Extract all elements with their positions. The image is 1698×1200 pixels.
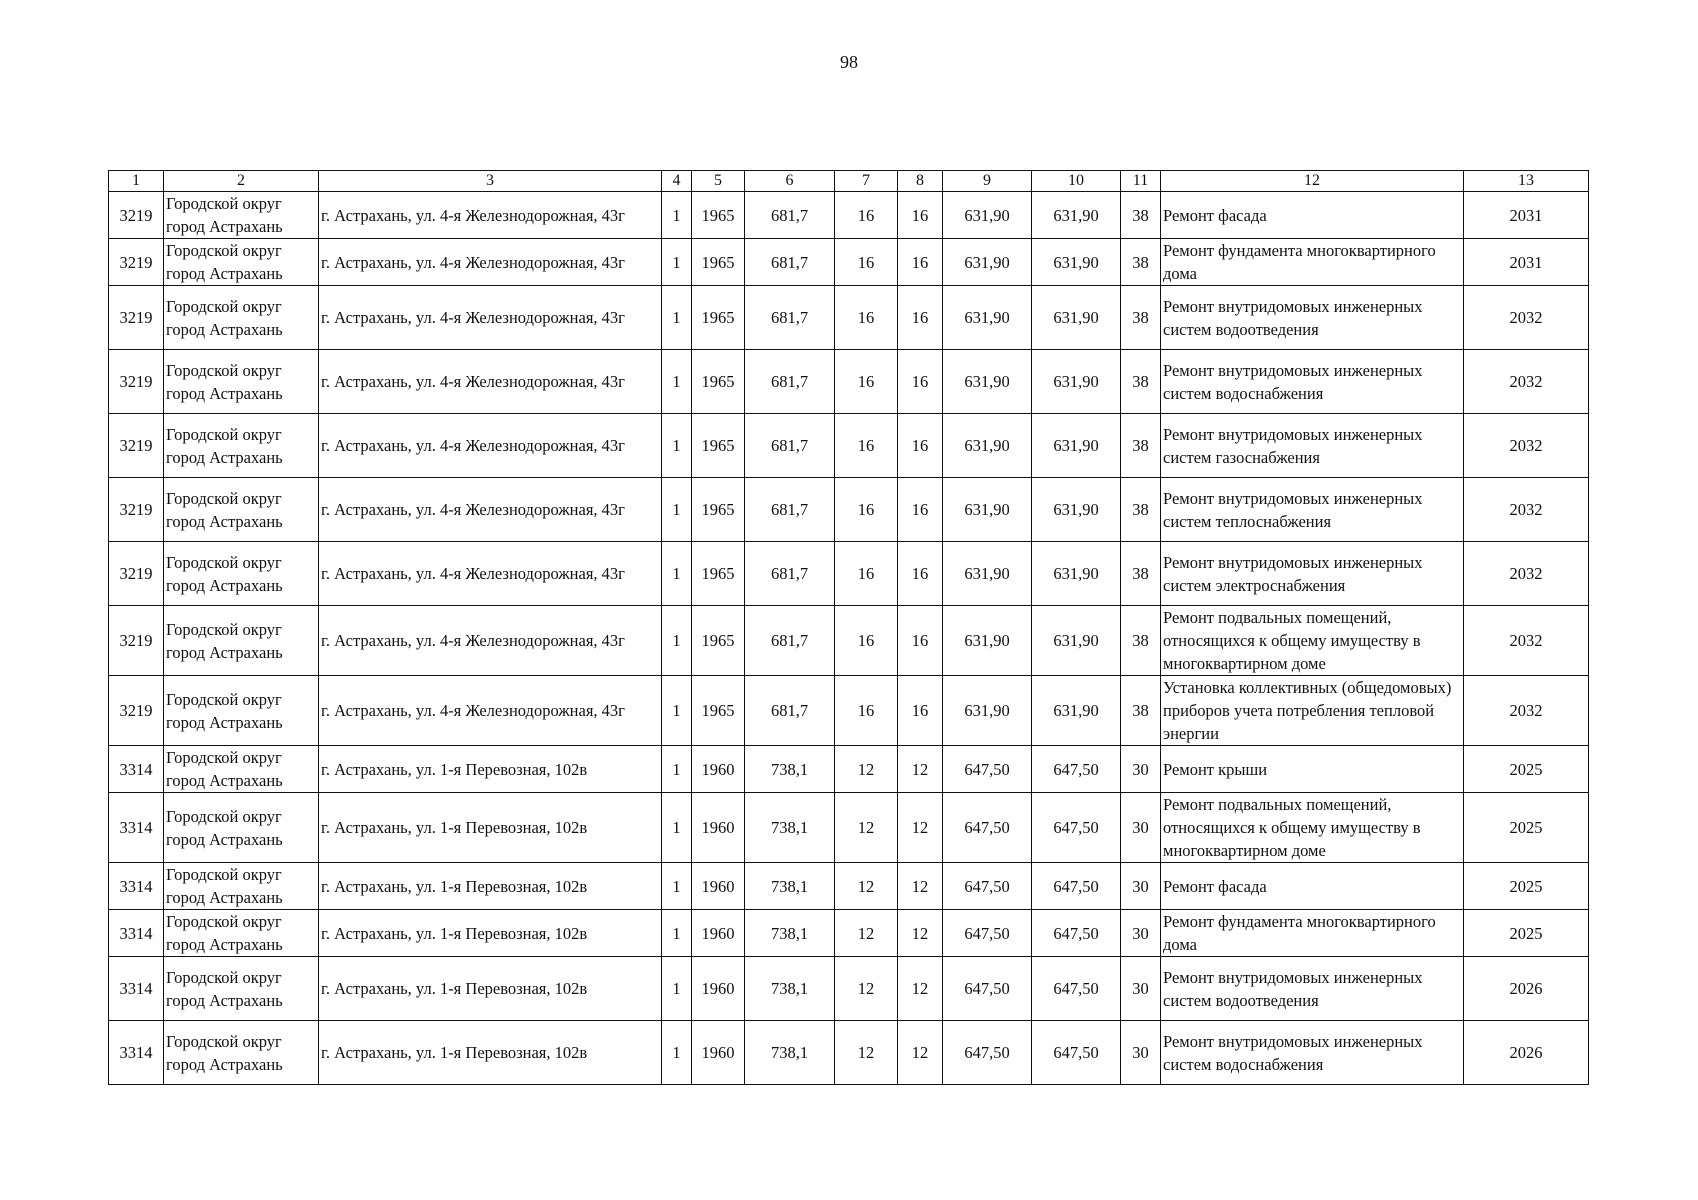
municipality-cell: Городской округ город Астрахань bbox=[164, 746, 319, 793]
column-header: 3 bbox=[319, 171, 662, 192]
area-cell: 738,1 bbox=[745, 1021, 835, 1085]
municipality-cell: Городской округ город Астрахань bbox=[164, 542, 319, 606]
address-cell: г. Астрахань, ул. 4-я Железнодорожная, 43г bbox=[319, 542, 662, 606]
col8-cell: 16 bbox=[898, 350, 943, 414]
record-number-cell: 3314 bbox=[109, 1021, 164, 1085]
col9-cell: 631,90 bbox=[943, 239, 1032, 286]
address-cell: г. Астрахань, ул. 1-я Перевозная, 102в bbox=[319, 910, 662, 957]
col9-cell: 631,90 bbox=[943, 606, 1032, 676]
work-type-cell: Ремонт внутридомовых инженерных систем теплоснабжения bbox=[1161, 478, 1464, 542]
work-type-cell: Установка коллективных (общедомовых) приборов учета потребления тепловой энергии bbox=[1161, 676, 1464, 746]
address-cell: г. Астрахань, ул. 4-я Железнодорожная, 43г bbox=[319, 606, 662, 676]
planned-year-cell: 2032 bbox=[1464, 606, 1589, 676]
municipality-cell: Городской округ город Астрахань bbox=[164, 192, 319, 239]
col8-cell: 12 bbox=[898, 746, 943, 793]
record-number-cell: 3219 bbox=[109, 676, 164, 746]
col11-cell: 38 bbox=[1121, 286, 1161, 350]
column-header: 2 bbox=[164, 171, 319, 192]
address-cell: г. Астрахань, ул. 1-я Перевозная, 102в bbox=[319, 863, 662, 910]
col11-cell: 38 bbox=[1121, 239, 1161, 286]
col9-cell: 647,50 bbox=[943, 863, 1032, 910]
work-type-cell: Ремонт фасада bbox=[1161, 192, 1464, 239]
area-cell: 681,7 bbox=[745, 286, 835, 350]
work-type-cell: Ремонт внутридомовых инженерных систем водоотведения bbox=[1161, 286, 1464, 350]
record-number-cell: 3314 bbox=[109, 793, 164, 863]
col9-cell: 647,50 bbox=[943, 910, 1032, 957]
col8-cell: 16 bbox=[898, 192, 943, 239]
table-row bbox=[109, 676, 1589, 746]
col10-cell: 631,90 bbox=[1032, 350, 1121, 414]
col4-cell: 1 bbox=[662, 542, 692, 606]
address-cell: г. Астрахань, ул. 4-я Железнодорожная, 43г bbox=[319, 478, 662, 542]
col7-cell: 16 bbox=[835, 676, 898, 746]
address-cell: г. Астрахань, ул. 4-я Железнодорожная, 43г bbox=[319, 676, 662, 746]
planned-year-cell: 2025 bbox=[1464, 793, 1589, 863]
municipality-cell: Городской округ город Астрахань bbox=[164, 414, 319, 478]
address-cell: г. Астрахань, ул. 1-я Перевозная, 102в bbox=[319, 793, 662, 863]
col9-cell: 631,90 bbox=[943, 286, 1032, 350]
table-row bbox=[109, 478, 1589, 542]
table-row bbox=[109, 746, 1589, 793]
record-number-cell: 3219 bbox=[109, 542, 164, 606]
table-body bbox=[109, 192, 1589, 1085]
address-cell: г. Астрахань, ул. 4-я Железнодорожная, 43г bbox=[319, 239, 662, 286]
municipality-cell: Городской округ город Астрахань bbox=[164, 286, 319, 350]
col7-cell: 16 bbox=[835, 478, 898, 542]
column-header: 7 bbox=[835, 171, 898, 192]
area-cell: 681,7 bbox=[745, 239, 835, 286]
col10-cell: 647,50 bbox=[1032, 910, 1121, 957]
address-cell: г. Астрахань, ул. 1-я Перевозная, 102в bbox=[319, 1021, 662, 1085]
col7-cell: 12 bbox=[835, 957, 898, 1021]
col7-cell: 16 bbox=[835, 350, 898, 414]
col8-cell: 16 bbox=[898, 606, 943, 676]
area-cell: 738,1 bbox=[745, 863, 835, 910]
table-row bbox=[109, 192, 1589, 239]
record-number-cell: 3314 bbox=[109, 957, 164, 1021]
col8-cell: 12 bbox=[898, 1021, 943, 1085]
table-row bbox=[109, 957, 1589, 1021]
area-cell: 738,1 bbox=[745, 910, 835, 957]
build-year-cell: 1960 bbox=[692, 910, 745, 957]
build-year-cell: 1960 bbox=[692, 746, 745, 793]
column-header: 9 bbox=[943, 171, 1032, 192]
address-cell: г. Астрахань, ул. 4-я Железнодорожная, 43г bbox=[319, 192, 662, 239]
planned-year-cell: 2032 bbox=[1464, 350, 1589, 414]
column-header: 4 bbox=[662, 171, 692, 192]
record-number-cell: 3219 bbox=[109, 239, 164, 286]
col9-cell: 647,50 bbox=[943, 957, 1032, 1021]
col8-cell: 16 bbox=[898, 542, 943, 606]
col7-cell: 16 bbox=[835, 239, 898, 286]
col11-cell: 38 bbox=[1121, 478, 1161, 542]
record-number-cell: 3314 bbox=[109, 863, 164, 910]
col4-cell: 1 bbox=[662, 286, 692, 350]
col10-cell: 631,90 bbox=[1032, 676, 1121, 746]
municipality-cell: Городской округ город Астрахань bbox=[164, 239, 319, 286]
column-header: 12 bbox=[1161, 171, 1464, 192]
area-cell: 681,7 bbox=[745, 414, 835, 478]
col11-cell: 38 bbox=[1121, 606, 1161, 676]
col11-cell: 30 bbox=[1121, 746, 1161, 793]
table-row bbox=[109, 863, 1589, 910]
municipality-cell: Городской округ город Астрахань bbox=[164, 957, 319, 1021]
table-row bbox=[109, 542, 1589, 606]
record-number-cell: 3314 bbox=[109, 746, 164, 793]
col9-cell: 631,90 bbox=[943, 542, 1032, 606]
col10-cell: 647,50 bbox=[1032, 957, 1121, 1021]
column-header: 1 bbox=[109, 171, 164, 192]
area-cell: 738,1 bbox=[745, 957, 835, 1021]
record-number-cell: 3314 bbox=[109, 910, 164, 957]
area-cell: 681,7 bbox=[745, 192, 835, 239]
col9-cell: 647,50 bbox=[943, 793, 1032, 863]
col7-cell: 12 bbox=[835, 910, 898, 957]
col9-cell: 647,50 bbox=[943, 1021, 1032, 1085]
col10-cell: 631,90 bbox=[1032, 239, 1121, 286]
build-year-cell: 1965 bbox=[692, 192, 745, 239]
municipality-cell: Городской округ город Астрахань bbox=[164, 606, 319, 676]
address-cell: г. Астрахань, ул. 4-я Железнодорожная, 43г bbox=[319, 286, 662, 350]
municipality-cell: Городской округ город Астрахань bbox=[164, 478, 319, 542]
work-type-cell: Ремонт внутридомовых инженерных систем водоотведения bbox=[1161, 957, 1464, 1021]
table-row bbox=[109, 606, 1589, 676]
column-header: 5 bbox=[692, 171, 745, 192]
table-row bbox=[109, 793, 1589, 863]
col4-cell: 1 bbox=[662, 239, 692, 286]
address-cell: г. Астрахань, ул. 1-я Перевозная, 102в bbox=[319, 957, 662, 1021]
col9-cell: 631,90 bbox=[943, 478, 1032, 542]
col10-cell: 647,50 bbox=[1032, 746, 1121, 793]
col8-cell: 12 bbox=[898, 863, 943, 910]
col7-cell: 12 bbox=[835, 863, 898, 910]
municipality-cell: Городской округ город Астрахань bbox=[164, 863, 319, 910]
work-type-cell: Ремонт фундамента многоквартирного дома bbox=[1161, 910, 1464, 957]
col11-cell: 38 bbox=[1121, 676, 1161, 746]
municipality-cell: Городской округ город Астрахань bbox=[164, 676, 319, 746]
build-year-cell: 1965 bbox=[692, 606, 745, 676]
col8-cell: 16 bbox=[898, 286, 943, 350]
table-row bbox=[109, 1021, 1589, 1085]
build-year-cell: 1960 bbox=[692, 1021, 745, 1085]
address-cell: г. Астрахань, ул. 4-я Железнодорожная, 43г bbox=[319, 350, 662, 414]
planned-year-cell: 2032 bbox=[1464, 542, 1589, 606]
col10-cell: 631,90 bbox=[1032, 192, 1121, 239]
build-year-cell: 1965 bbox=[692, 239, 745, 286]
col4-cell: 1 bbox=[662, 676, 692, 746]
col10-cell: 647,50 bbox=[1032, 1021, 1121, 1085]
col9-cell: 631,90 bbox=[943, 350, 1032, 414]
area-cell: 681,7 bbox=[745, 606, 835, 676]
build-year-cell: 1960 bbox=[692, 957, 745, 1021]
col8-cell: 12 bbox=[898, 793, 943, 863]
work-type-cell: Ремонт подвальных помещений, относящихся к общему имуществу в многоквартирном доме bbox=[1161, 606, 1464, 676]
col10-cell: 631,90 bbox=[1032, 414, 1121, 478]
planned-year-cell: 2032 bbox=[1464, 414, 1589, 478]
col4-cell: 1 bbox=[662, 957, 692, 1021]
table-row bbox=[109, 414, 1589, 478]
record-number-cell: 3219 bbox=[109, 286, 164, 350]
build-year-cell: 1960 bbox=[692, 793, 745, 863]
area-cell: 738,1 bbox=[745, 793, 835, 863]
column-header: 8 bbox=[898, 171, 943, 192]
col8-cell: 16 bbox=[898, 676, 943, 746]
col11-cell: 38 bbox=[1121, 414, 1161, 478]
record-number-cell: 3219 bbox=[109, 192, 164, 239]
col4-cell: 1 bbox=[662, 478, 692, 542]
address-cell: г. Астрахань, ул. 1-я Перевозная, 102в bbox=[319, 746, 662, 793]
col11-cell: 38 bbox=[1121, 192, 1161, 239]
col11-cell: 30 bbox=[1121, 1021, 1161, 1085]
planned-year-cell: 2032 bbox=[1464, 286, 1589, 350]
column-header: 13 bbox=[1464, 171, 1589, 192]
col4-cell: 1 bbox=[662, 606, 692, 676]
column-number-row bbox=[109, 171, 1589, 192]
col9-cell: 631,90 bbox=[943, 192, 1032, 239]
planned-year-cell: 2031 bbox=[1464, 239, 1589, 286]
work-type-cell: Ремонт внутридомовых инженерных систем водоснабжения bbox=[1161, 1021, 1464, 1085]
col11-cell: 30 bbox=[1121, 793, 1161, 863]
col10-cell: 631,90 bbox=[1032, 606, 1121, 676]
col11-cell: 30 bbox=[1121, 910, 1161, 957]
work-type-cell: Ремонт внутридомовых инженерных систем электроснабжения bbox=[1161, 542, 1464, 606]
area-cell: 681,7 bbox=[745, 350, 835, 414]
col7-cell: 16 bbox=[835, 414, 898, 478]
col4-cell: 1 bbox=[662, 414, 692, 478]
col4-cell: 1 bbox=[662, 863, 692, 910]
col8-cell: 12 bbox=[898, 910, 943, 957]
planned-year-cell: 2032 bbox=[1464, 478, 1589, 542]
table-row bbox=[109, 239, 1589, 286]
column-header: 11 bbox=[1121, 171, 1161, 192]
repair-registry-table bbox=[108, 170, 1589, 1085]
col9-cell: 631,90 bbox=[943, 676, 1032, 746]
col7-cell: 16 bbox=[835, 192, 898, 239]
col4-cell: 1 bbox=[662, 192, 692, 239]
col7-cell: 16 bbox=[835, 542, 898, 606]
column-header: 6 bbox=[745, 171, 835, 192]
col10-cell: 647,50 bbox=[1032, 863, 1121, 910]
col11-cell: 38 bbox=[1121, 542, 1161, 606]
build-year-cell: 1965 bbox=[692, 676, 745, 746]
address-cell: г. Астрахань, ул. 4-я Железнодорожная, 43г bbox=[319, 414, 662, 478]
work-type-cell: Ремонт внутридомовых инженерных систем водоснабжения bbox=[1161, 350, 1464, 414]
work-type-cell: Ремонт внутридомовых инженерных систем газоснабжения bbox=[1161, 414, 1464, 478]
col10-cell: 631,90 bbox=[1032, 286, 1121, 350]
col8-cell: 16 bbox=[898, 239, 943, 286]
column-header: 10 bbox=[1032, 171, 1121, 192]
planned-year-cell: 2025 bbox=[1464, 746, 1589, 793]
planned-year-cell: 2026 bbox=[1464, 1021, 1589, 1085]
table-row bbox=[109, 286, 1589, 350]
build-year-cell: 1965 bbox=[692, 478, 745, 542]
area-cell: 681,7 bbox=[745, 676, 835, 746]
municipality-cell: Городской округ город Астрахань bbox=[164, 910, 319, 957]
record-number-cell: 3219 bbox=[109, 606, 164, 676]
municipality-cell: Городской округ город Астрахань bbox=[164, 793, 319, 863]
area-cell: 681,7 bbox=[745, 542, 835, 606]
col4-cell: 1 bbox=[662, 793, 692, 863]
col10-cell: 631,90 bbox=[1032, 478, 1121, 542]
col8-cell: 12 bbox=[898, 957, 943, 1021]
col7-cell: 16 bbox=[835, 606, 898, 676]
municipality-cell: Городской округ город Астрахань bbox=[164, 1021, 319, 1085]
planned-year-cell: 2032 bbox=[1464, 676, 1589, 746]
col11-cell: 30 bbox=[1121, 957, 1161, 1021]
col9-cell: 647,50 bbox=[943, 746, 1032, 793]
planned-year-cell: 2025 bbox=[1464, 863, 1589, 910]
col11-cell: 38 bbox=[1121, 350, 1161, 414]
col4-cell: 1 bbox=[662, 910, 692, 957]
planned-year-cell: 2026 bbox=[1464, 957, 1589, 1021]
municipality-cell: Городской округ город Астрахань bbox=[164, 350, 319, 414]
page-number: 98 bbox=[840, 52, 858, 72]
planned-year-cell: 2031 bbox=[1464, 192, 1589, 239]
record-number-cell: 3219 bbox=[109, 414, 164, 478]
table-row bbox=[109, 910, 1589, 957]
col4-cell: 1 bbox=[662, 1021, 692, 1085]
build-year-cell: 1960 bbox=[692, 863, 745, 910]
col10-cell: 631,90 bbox=[1032, 542, 1121, 606]
col7-cell: 12 bbox=[835, 1021, 898, 1085]
col9-cell: 631,90 bbox=[943, 414, 1032, 478]
build-year-cell: 1965 bbox=[692, 286, 745, 350]
build-year-cell: 1965 bbox=[692, 414, 745, 478]
col7-cell: 16 bbox=[835, 286, 898, 350]
work-type-cell: Ремонт фундамента многоквартирного дома bbox=[1161, 239, 1464, 286]
table-row bbox=[109, 350, 1589, 414]
build-year-cell: 1965 bbox=[692, 350, 745, 414]
area-cell: 738,1 bbox=[745, 746, 835, 793]
record-number-cell: 3219 bbox=[109, 350, 164, 414]
col7-cell: 12 bbox=[835, 746, 898, 793]
col11-cell: 30 bbox=[1121, 863, 1161, 910]
col8-cell: 16 bbox=[898, 478, 943, 542]
planned-year-cell: 2025 bbox=[1464, 910, 1589, 957]
area-cell: 681,7 bbox=[745, 478, 835, 542]
record-number-cell: 3219 bbox=[109, 478, 164, 542]
col7-cell: 12 bbox=[835, 793, 898, 863]
build-year-cell: 1965 bbox=[692, 542, 745, 606]
work-type-cell: Ремонт подвальных помещений, относящихся к общему имуществу в многоквартирном доме bbox=[1161, 793, 1464, 863]
col8-cell: 16 bbox=[898, 414, 943, 478]
col10-cell: 647,50 bbox=[1032, 793, 1121, 863]
work-type-cell: Ремонт фасада bbox=[1161, 863, 1464, 910]
work-type-cell: Ремонт крыши bbox=[1161, 746, 1464, 793]
col4-cell: 1 bbox=[662, 350, 692, 414]
col4-cell: 1 bbox=[662, 746, 692, 793]
